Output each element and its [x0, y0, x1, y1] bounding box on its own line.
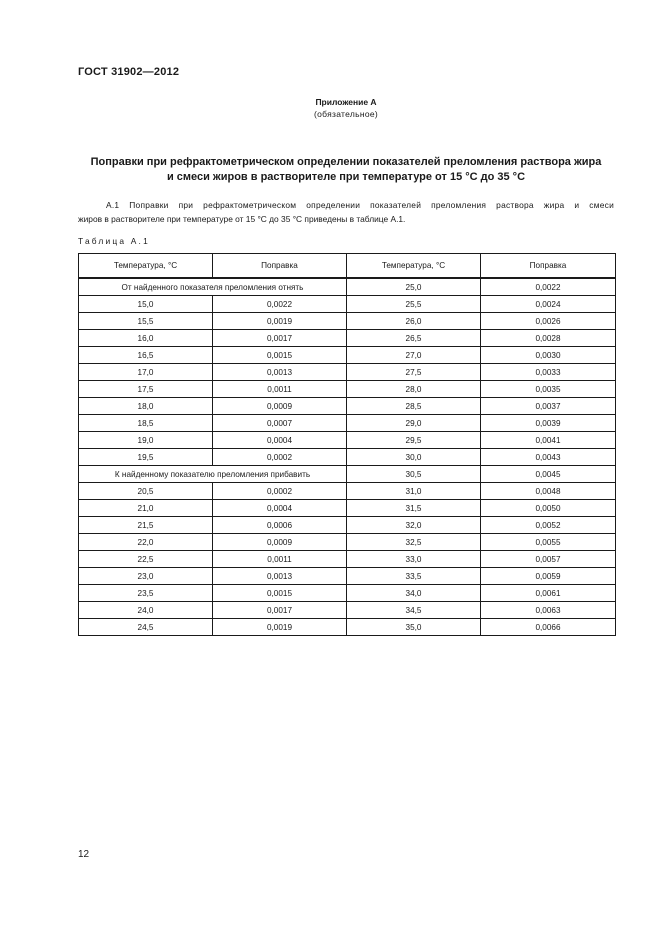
cell-temperature-1: 20,5	[79, 483, 213, 500]
table-row	[79, 415, 616, 432]
cell-correction-2: 0,0022	[481, 278, 616, 296]
cell-correction-2: 0,0052	[481, 517, 616, 534]
table-row	[79, 449, 616, 466]
table-row	[79, 585, 616, 602]
cell-correction-1: 0,0013	[213, 568, 347, 585]
table-span-note: От найденного показателя преломления отнять	[79, 278, 347, 296]
header-temperature-2: Температура, °С	[347, 254, 481, 279]
cell-temperature-2: 30,0	[347, 449, 481, 466]
cell-temperature-2: 31,5	[347, 500, 481, 517]
cell-temperature-1: 16,5	[79, 347, 213, 364]
cell-temperature-1: 22,0	[79, 534, 213, 551]
cell-correction-2: 0,0041	[481, 432, 616, 449]
table-row	[79, 364, 616, 381]
cell-temperature-2: 27,0	[347, 347, 481, 364]
cell-correction-1: 0,0007	[213, 415, 347, 432]
page-number: 12	[78, 849, 90, 860]
correction-table	[78, 253, 616, 636]
cell-correction-2: 0,0024	[481, 296, 616, 313]
table-row	[79, 296, 616, 313]
cell-temperature-2: 28,5	[347, 398, 481, 415]
cell-temperature-1: 22,5	[79, 551, 213, 568]
cell-temperature-2: 33,5	[347, 568, 481, 585]
cell-temperature-1: 15,0	[79, 296, 213, 313]
section-title	[78, 155, 614, 185]
cell-correction-2: 0,0030	[481, 347, 616, 364]
cell-correction-2: 0,0045	[481, 466, 616, 483]
cell-correction-2: 0,0057	[481, 551, 616, 568]
cell-temperature-1: 16,0	[79, 330, 213, 347]
cell-temperature-2: 25,0	[347, 278, 481, 296]
cell-temperature-2: 31,0	[347, 483, 481, 500]
section-title-line-1: Поправки при рефрактометрическом определении показателей преломления раствора жира	[90, 156, 602, 168]
cell-temperature-1: 23,0	[79, 568, 213, 585]
cell-temperature-2: 34,0	[347, 585, 481, 602]
cell-temperature-2: 25,5	[347, 296, 481, 313]
cell-correction-2: 0,0039	[481, 415, 616, 432]
cell-correction-1: 0,0015	[213, 347, 347, 364]
cell-correction-2: 0,0048	[481, 483, 616, 500]
cell-correction-1: 0,0015	[213, 585, 347, 602]
cell-correction-1: 0,0013	[213, 364, 347, 381]
paragraph-a1	[78, 198, 614, 226]
cell-correction-1: 0,0004	[213, 500, 347, 517]
paragraph-line-1: А.1 Поправки при рефрактометрическом определении показателей преломления раствора жира и смеси	[106, 200, 614, 210]
cell-temperature-2: 26,5	[347, 330, 481, 347]
cell-temperature-2: 33,0	[347, 551, 481, 568]
cell-temperature-1: 24,5	[79, 619, 213, 636]
table-row	[79, 534, 616, 551]
cell-temperature-1: 17,0	[79, 364, 213, 381]
cell-correction-1: 0,0006	[213, 517, 347, 534]
header-correction-2: Поправка	[481, 254, 616, 279]
cell-correction-2: 0,0033	[481, 364, 616, 381]
cell-temperature-2: 34,5	[347, 602, 481, 619]
table-row	[79, 483, 616, 500]
header-correction-1: Поправка	[213, 254, 347, 279]
table-row	[79, 517, 616, 534]
cell-temperature-1: 19,0	[79, 432, 213, 449]
table-row	[79, 619, 616, 636]
document-code: ГОСТ 31902—2012	[78, 66, 180, 78]
cell-correction-1: 0,0011	[213, 551, 347, 568]
cell-correction-1: 0,0009	[213, 534, 347, 551]
cell-temperature-1: 19,5	[79, 449, 213, 466]
cell-temperature-2: 26,0	[347, 313, 481, 330]
cell-temperature-2: 32,5	[347, 534, 481, 551]
cell-correction-1: 0,0009	[213, 398, 347, 415]
table-row	[79, 347, 616, 364]
cell-temperature-1: 21,0	[79, 500, 213, 517]
table-span-note: К найденному показателю преломления прибавить	[79, 466, 347, 483]
cell-temperature-2: 27,5	[347, 364, 481, 381]
cell-correction-2: 0,0026	[481, 313, 616, 330]
cell-correction-2: 0,0035	[481, 381, 616, 398]
cell-correction-1: 0,0002	[213, 449, 347, 466]
cell-correction-1: 0,0002	[213, 483, 347, 500]
cell-temperature-1: 15,5	[79, 313, 213, 330]
annex-title: Приложение А	[315, 97, 377, 107]
cell-correction-1: 0,0017	[213, 330, 347, 347]
cell-correction-1: 0,0022	[213, 296, 347, 313]
cell-temperature-1: 24,0	[79, 602, 213, 619]
cell-correction-2: 0,0061	[481, 585, 616, 602]
section-title-line-2: и смеси жиров в растворителе при температуре от 15 °С до 35 °С	[166, 171, 526, 183]
header-temperature-1: Температура, °С	[79, 254, 213, 279]
cell-temperature-2: 30,5	[347, 466, 481, 483]
cell-correction-2: 0,0050	[481, 500, 616, 517]
cell-correction-1: 0,0004	[213, 432, 347, 449]
table-row	[79, 313, 616, 330]
table-header-row	[79, 254, 616, 279]
cell-correction-2: 0,0063	[481, 602, 616, 619]
cell-temperature-1: 21,5	[79, 517, 213, 534]
cell-temperature-1: 18,0	[79, 398, 213, 415]
cell-correction-2: 0,0066	[481, 619, 616, 636]
cell-correction-2: 0,0037	[481, 398, 616, 415]
cell-correction-1: 0,0019	[213, 313, 347, 330]
cell-temperature-2: 35,0	[347, 619, 481, 636]
table-row	[79, 432, 616, 449]
table-row	[79, 381, 616, 398]
table-row	[79, 466, 616, 483]
table-row	[79, 602, 616, 619]
cell-temperature-2: 29,0	[347, 415, 481, 432]
table-row	[79, 330, 616, 347]
cell-correction-2: 0,0059	[481, 568, 616, 585]
paragraph-line-2: жиров в растворителе при температуре от 15 °С до 35 °С приведены в таблице А.1.	[78, 214, 406, 224]
cell-temperature-2: 28,0	[347, 381, 481, 398]
table-caption: Таблица А.1	[78, 236, 150, 246]
table-row	[79, 398, 616, 415]
cell-temperature-1: 17,5	[79, 381, 213, 398]
cell-temperature-1: 23,5	[79, 585, 213, 602]
cell-temperature-1: 18,5	[79, 415, 213, 432]
table-row	[79, 278, 616, 296]
table-row	[79, 551, 616, 568]
table-body	[79, 278, 616, 636]
cell-correction-1: 0,0019	[213, 619, 347, 636]
table-row	[79, 500, 616, 517]
cell-correction-1: 0,0011	[213, 381, 347, 398]
cell-correction-2: 0,0028	[481, 330, 616, 347]
cell-temperature-2: 32,0	[347, 517, 481, 534]
table-row	[79, 568, 616, 585]
annex-subtitle: (обязательное)	[313, 109, 379, 119]
cell-correction-2: 0,0043	[481, 449, 616, 466]
cell-correction-1: 0,0017	[213, 602, 347, 619]
cell-temperature-2: 29,5	[347, 432, 481, 449]
cell-correction-2: 0,0055	[481, 534, 616, 551]
